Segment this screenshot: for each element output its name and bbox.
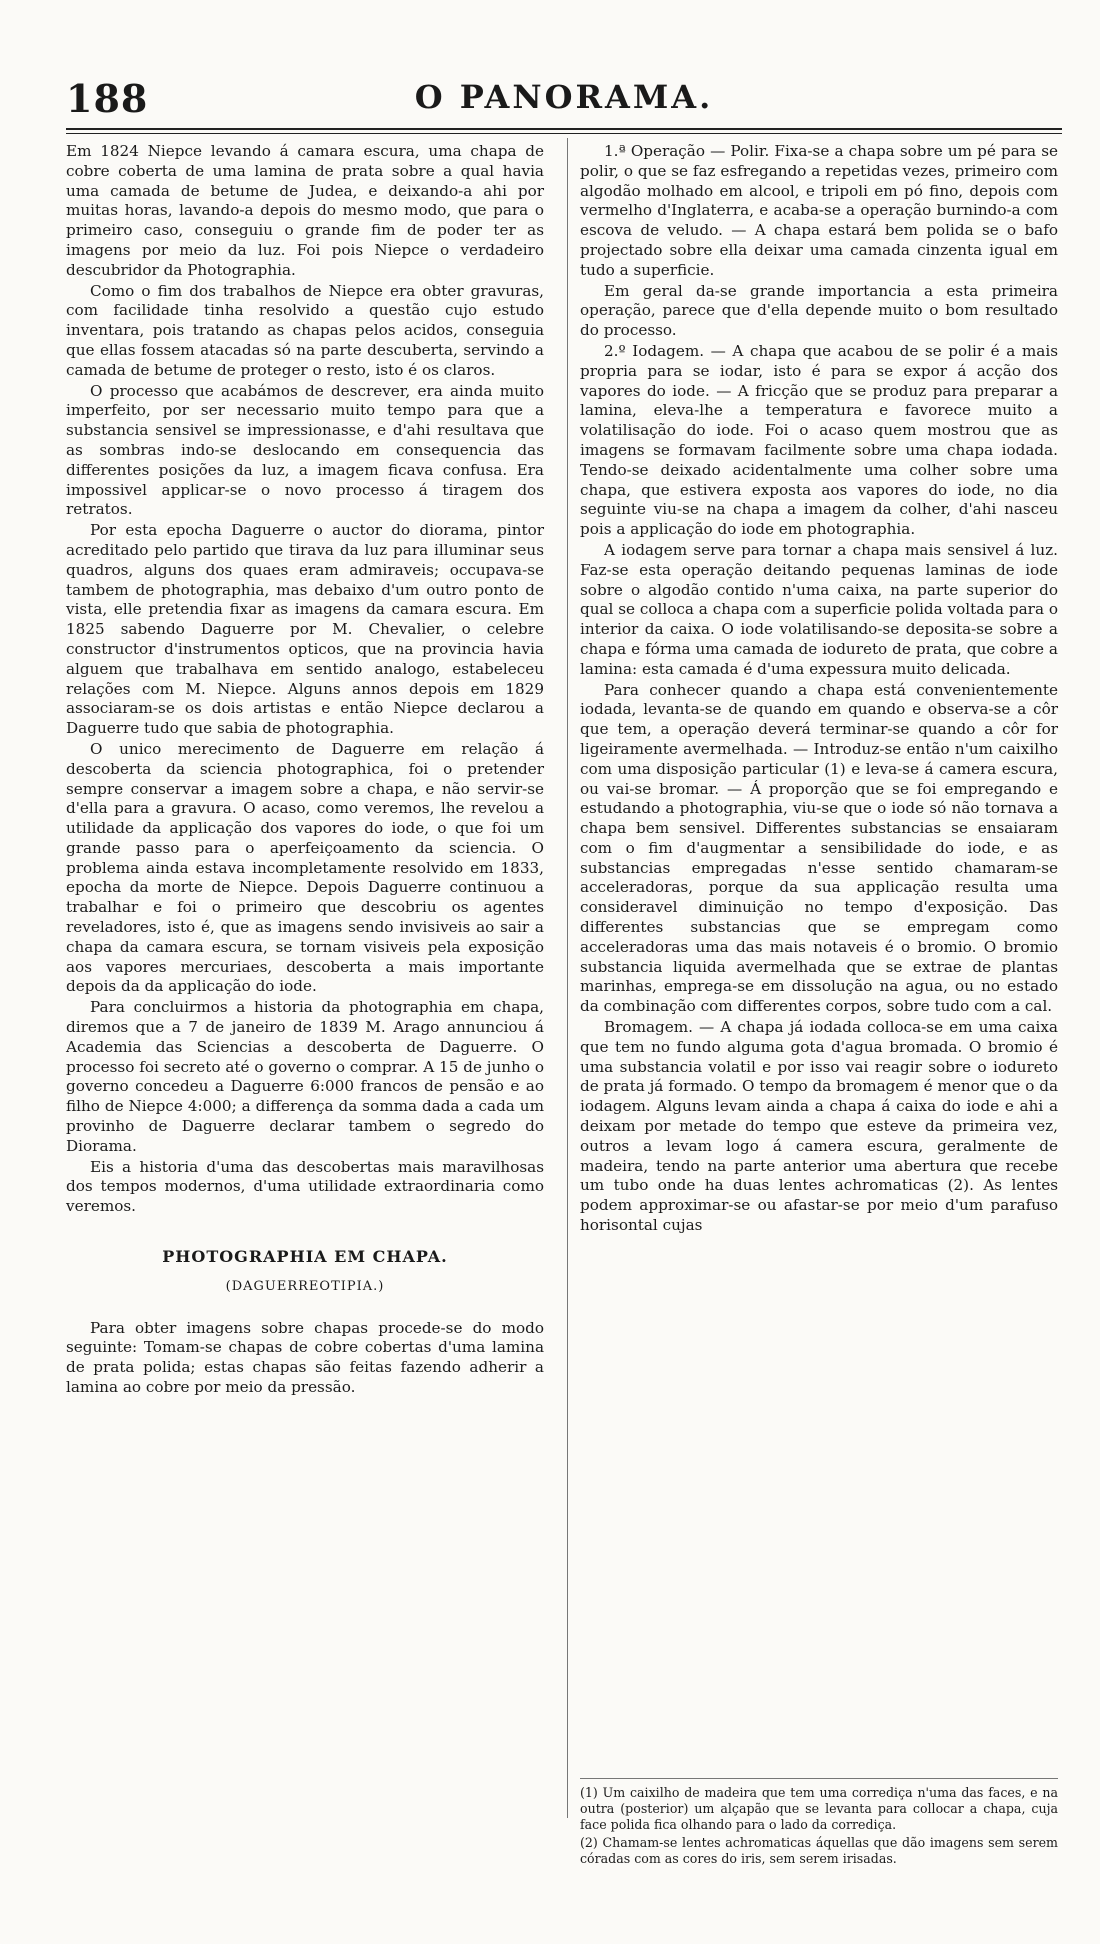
header-rule xyxy=(66,128,1062,130)
right-column xyxy=(580,142,1058,1237)
paragraph: Para conhecer quando a chapa está convenientemente iodada, levanta-se de quando em quando e observa-se a côr que tem, a operação deverá terminar-se quando a côr for ligeiramente avermelhada. — Introduz-se então n'um caixilho com uma disposição particular (1) e leva-se á camera escura, ou vai-se bromar. — Á proporção que se foi empregando e estudando a photographia, viu-se que o iode só não tornava a chapa bem sensivel. Differentes substancias se ensaiaram com o fim d'augmentar a sensibilidade do iode, e as substancias empregadas n'esse sentido chamaram-se acceleradoras, porque da sua applicação resulta uma consideravel diminuição no tempo d'exposição. Das differentes substancias que se empregam como acceleradoras uma das mais notaveis é o bromio. O bromio substancia liquida avermelhada que se extrae de plantas marinhas, emprega-se em dissolução na agua, ou no estado da combinação com differentes corpos, sobre tudo com a cal. xyxy=(580,680,1058,1016)
paragraph: Por esta epocha Daguerre o auctor do diorama, pintor acreditado pelo partido que tirava da luz para illuminar seus quadros, alguns dos quaes eram admiraveis; occupava-se tambem de photographia, mas debaixo d'um outro ponto de vista, elle pretendia fixar as imagens da camara escura. Em 1825 sabendo Daguerre por M. Chevalier, o celebre constructor d'instrumentos opticos, que na provincia havia alguem que trabalhava em sentido analogo, estabeleceu relações com M. Niepce. Alguns annos depois em 1829 associaram-se os dois artistas e então Niepce declarou a Daguerre tudo que sabia de photographia. xyxy=(66,521,544,738)
paragraph: Para concluirmos a historia da photographia em chapa, diremos que a 7 de janeiro de 1839 M. Arago annunciou á Academia das Sciencias a descoberta de Daguerre. O processo foi secreto até o governo o comprar. A 15 de junho o governo concedeu a Daguerre 6:000 francos de pensão e ao filho de Niepce 4:000; a differença da somma dada a cada um provinho de Daguerre declarar tambem o segredo do Diorama. xyxy=(66,998,544,1155)
page-number: 188 xyxy=(66,76,149,121)
page-header xyxy=(66,76,1062,126)
paragraph: A iodagem serve para tornar a chapa mais sensivel á luz. Faz-se esta operação deitando pequenas laminas de iode sobre o algodão contido n'uma caixa, na parte superior do qual se colloca a chapa com a superficie polida voltada para o interior da caixa. O iode volatilisando-se deposita-se sobre a chapa e fórma uma camada de iodureto de prata, que cobre a lamina: esta camada é d'uma expessura muito delicada. xyxy=(580,540,1058,678)
section-title: PHOTOGRAPHIA EM CHAPA. xyxy=(162,1247,448,1267)
paragraph: Bromagem. — A chapa já iodada colloca-se em uma caixa que tem no fundo alguma gota d'agua bromada. O bromio é uma substancia volatil e por isso vai reagir sobre o iodureto de prata já formado. O tempo da bromagem é menor que o da iodagem. Alguns levam ainda a chapa á caixa do iode e ahi a deixam por metade do tempo que esteve da primeira vez, outros a levam logo á camera escura, geralmente de madeira, tendo na parte anterior uma abertura que recebe um tubo onde ha duas lentes achromaticas (2). As lentes podem approximar-se ou afastar-se por meio d'um parafuso horisontal cujas xyxy=(580,1018,1058,1235)
paragraph: Eis a historia d'uma das descobertas mais maravilhosas dos tempos modernos, d'uma utilidade extraordinaria como veremos. xyxy=(66,1157,544,1216)
paragraph: O processo que acabámos de descrever, era ainda muito imperfeito, por ser necessario muito tempo para que a substancia sensivel se impressionasse, e d'ahi resultava que as sombras indo-se deslocando em consequencia das differentes posições da luz, a imagem ficava confusa. Era impossivel applicar-se o novo processo á tiragem dos retratos. xyxy=(66,381,544,519)
left-column xyxy=(66,142,544,1399)
paragraph: 1.ª Operação — Polir. Fixa-se a chapa sobre um pé para se polir, o que se faz esfregando a repetidas vezes, primeiro com algodão molhado em alcool, e tripoli em pó fino, depois com vermelho d'Inglaterra, e acaba-se a operação burnindo-a com escova de veludo. — A chapa estará bem polida se o bafo projectado sobre ella deixar uma camada cinzenta igual em tudo a superficie. xyxy=(580,142,1058,279)
footnote: (2) Chamam-se lentes achromaticas áquellas que dão imagens sem serem córadas com as cores do iris, sem serem irisadas. xyxy=(580,1835,1058,1866)
paragraph: Como o fim dos trabalhos de Niepce era obter gravuras, com facilidade tinha resolvido a questão cujo estudo inventara, pois tratando as chapas pelos acidos, conseguia que ellas fossem atacadas só na parte descuberta, servindo a camada de betume de proteger o resto, isto é os claros. xyxy=(66,281,544,379)
paragraph: O unico merecimento de Daguerre em relação á descoberta da sciencia photographica, foi o pretender sempre conservar a imagem sobre a chapa, e não servir-se d'ella para a gravura. O acaso, como veremos, lhe revelou a utilidade da applicação dos vapores do iode, o que foi um grande passo para o aperfeiçoamento da sciencia. O problema ainda estava incompletamente resolvido em 1833, epocha da morte de Niepce. Depois Daguerre continuou a trabalhar e foi o primeiro que descobriu os agentes reveladores, isto é, que as imagens sendo invisiveis ao sair a chapa da camara escura, se tornam visiveis pela exposição aos vapores mercuriaes, descoberta a mais importante depois da da applicação do iode. xyxy=(66,739,544,996)
section-subtitle: (DAGUERREOTIPIA.) xyxy=(225,1278,385,1294)
paragraph: 2.º Iodagem. — A chapa que acabou de se polir é a mais propria para se iodar, isto é para se expor á acção dos vapores do iode. — A fricção que se produz para preparar a lamina, eleva-lhe a temperatura e favorece muito a volatilisação do iode. Foi o acaso quem mostrou que as imagens se formavam facilmente sobre uma chapa iodada. Tendo-se deixado acidentalmente uma colher sobre uma chapa, que estivera exposta aos vapores do iode, no dia seguinte viu-se na chapa a imagem da colher, d'ahi nasceu pois a applicação do iode em photographia. xyxy=(580,341,1058,539)
paragraph: Em 1824 Niepce levando á camara escura, uma chapa de cobre coberta de uma lamina de prata sobre a qual havia uma camada de betume de Judea, e deixando-a ahi por muitas horas, lavando-a depois do mesmo modo, que para o primeiro caso, conseguiu o grande fim de poder ter as imagens por meio da luz. Foi pois Niepce o verdadeiro descubridor da Photographia. xyxy=(66,142,544,279)
header-rule-thin xyxy=(66,133,1062,134)
footnotes xyxy=(580,1778,1058,1869)
journal-title: O PANORAMA. xyxy=(414,78,714,116)
paragraph: Para obter imagens sobre chapas procede-se do modo seguinte: Tomam-se chapas de cobre cobertas d'uma lamina de prata polida; estas chapas são feitas fazendo adherir a lamina ao cobre por meio da pressão. xyxy=(66,1318,544,1397)
column-divider xyxy=(567,138,568,1818)
footnote: (1) Um caixilho de madeira que tem uma corrediça n'uma das faces, e na outra (posterior) um alçapão que se levanta para collocar a chapa, cuja face polida fica olhando para o lado da corrediça. xyxy=(580,1785,1058,1832)
paragraph: Em geral da-se grande importancia a esta primeira operação, parece que d'ella depende muito o bom resultado do processo. xyxy=(580,281,1058,340)
